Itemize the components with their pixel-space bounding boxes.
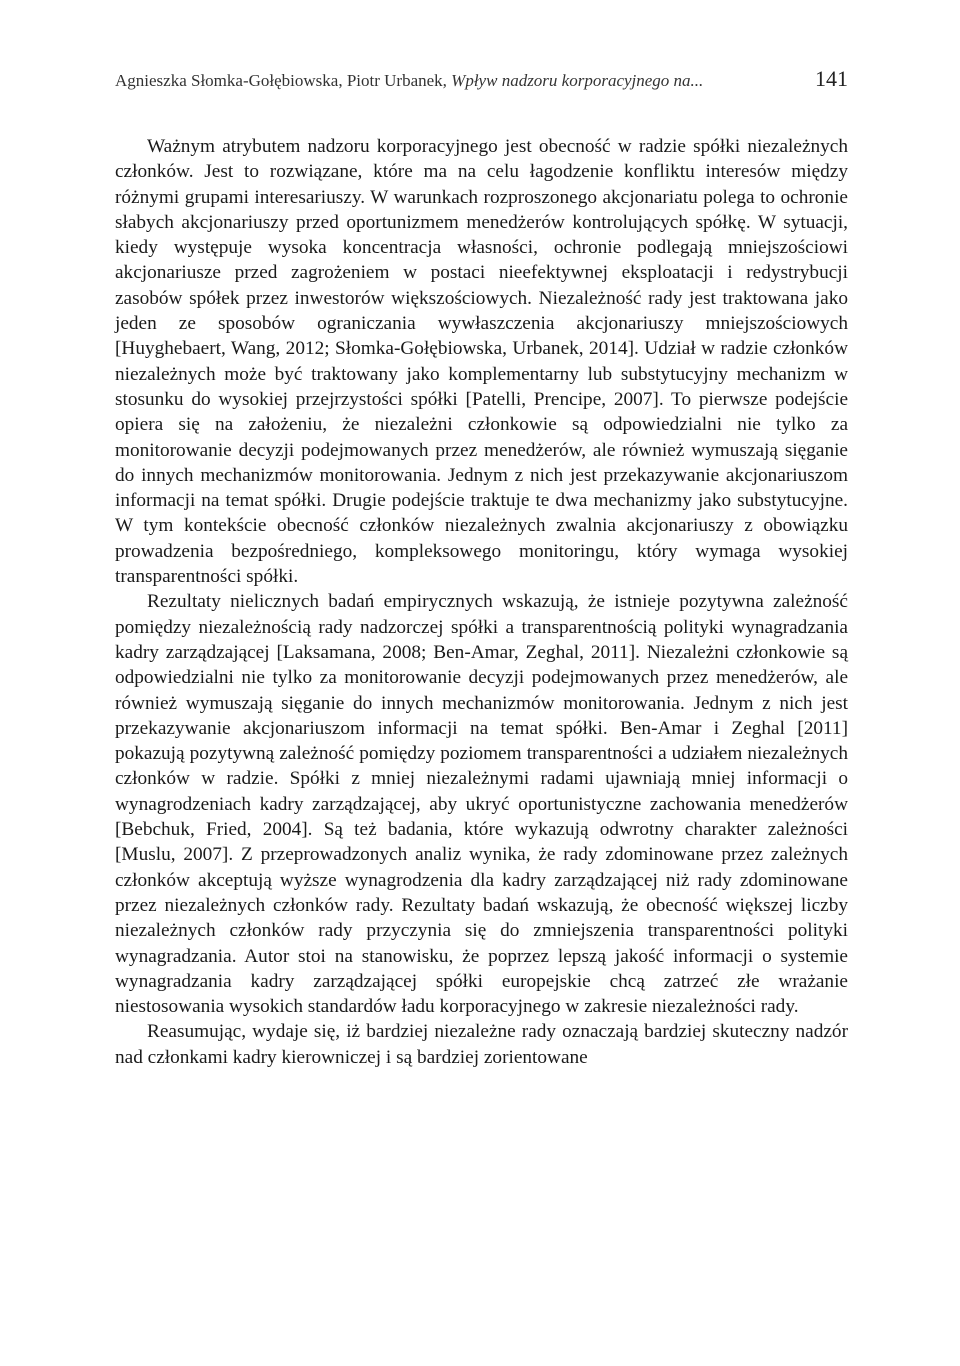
body-text	[115, 134, 848, 1070]
paragraph-empirical-results: Rezultaty nielicznych badań empirycznych wskazują, że istnieje pozytywna zależność pomiędzy niezależnością rady nadzorczej spółki a transparentnością polityki wynagradzania kadry zarządzającej [Laksamana, 2008; Ben-Amar, Zeghal, 2011]. Niezależni członkowie są odpowiedzialni nie tylko za monitorowanie decyzji podejmowanych przez menedżerów, ale również wymuszają sięganie do innych mechanizmów monitorowania. Jednym z nich jest przekazywanie akcjonariuszom informacji na temat spółki. Ben-Amar i Zeghal [2011] pokazują pozytywną zależność pomiędzy poziomem transparentności a udziałem niezależnych członków w radzie. Spółki z mniej niezależnymi radami ujawniają mniej informacji o wynagrodzeniach kadry zarządzającej, aby ukryć oportunistyczne zachowania menedżerów [Bebchuk, Fried, 2004]. Są też badania, które wykazują odwrotny charakter zależności [Muslu, 2007]. Z przeprowadzonych analiz wynika, że rady zdominowane przez zależnych członków akceptują wyższe wynagrodzenia dla kadry zarządzającej niż rady zdominowane przez niezależnych członków rady. Rezultaty badań wskazują, że obecność większej liczby niezależnych członków rady przyczynia się do zmniejszenia transparentności polityki wynagradzania. Autor stoi na stanowisku, że poprzez lepszą jakość informacji o systemie wynagradzania kadry zarządzającej spółki europejskie chcą zatrzeć złe wrażanie niestosowania wysokich standardów ładu korporacyjnego w zakresie niezależności rady.	[115, 591, 848, 1018]
running-header	[115, 68, 848, 92]
paragraph-summary: Reasumując, wydaje się, iż bardziej niezależne rady oznaczają bardziej skuteczny nadzór nad członkami kadry kierowniczej i są bardziej zorientowane	[115, 1021, 848, 1068]
header-authors: Agnieszka Słomka-Gołębiowska, Piotr Urbanek,	[115, 71, 452, 90]
document-page	[115, 68, 848, 1070]
paragraph-independent-members: Ważnym atrybutem nadzoru korporacyjnego jest obecność w radzie spółki niezależnych członków. Jest to rozwiązane, które ma na celu łagodzenie konfliktu interesów między różnymi grupami interesariuszy. W warunkach rozproszonego akcjonariatu polega to ochronie słabych akcjonariuszy przed oportunizmem menedżerów kontrolujących spółkę. W sytuacji, kiedy występuje wysoka koncentracja własności, ochronie podlegają mniejszościowi akcjonariusze przed zagrożeniem w postaci nieefektywnej eksploatacji i redystrybucji zasobów spółek przez inwestorów większościowych. Niezależność rady jest traktowana jako jeden ze sposobów ograniczania wywłaszczenia akcjonariuszy mniejszościowych [Huyghebaert, Wang, 2012; Słomka-Gołębiowska, Urbanek, 2014]. Udział w radzie członków niezależnych może być traktowany jako komplementarny lub substytucyjny mechanizm w stosunku do wysokiej przejrzystości spółki [Patelli, Prencipe, 2007]. To pierwsze podejście opiera się na założeniu, że niezależni członkowie są odpowiedzialni nie tylko za monitorowanie decyzji podejmowanych przez menedżerów, ale również wymuszają sięganie do innych mechanizmów monitorowania. Jednym z nich jest przekazywanie akcjonariuszom informacji na temat spółki. Drugie podejście traktuje te dwa mechanizmy jako substytucyjne. W tym kontekście obecność członków niezależnych zwalnia akcjonariuszy z obowiązku prowadzenia bezpośredniego, kompleksowego monitoringu, który wymaga wysokiej transparentności spółki.	[115, 136, 848, 588]
header-article-title: Wpływ nadzoru korporacyjnego na...	[451, 71, 704, 90]
header-citation	[115, 70, 703, 92]
page-number: 141	[815, 66, 848, 91]
